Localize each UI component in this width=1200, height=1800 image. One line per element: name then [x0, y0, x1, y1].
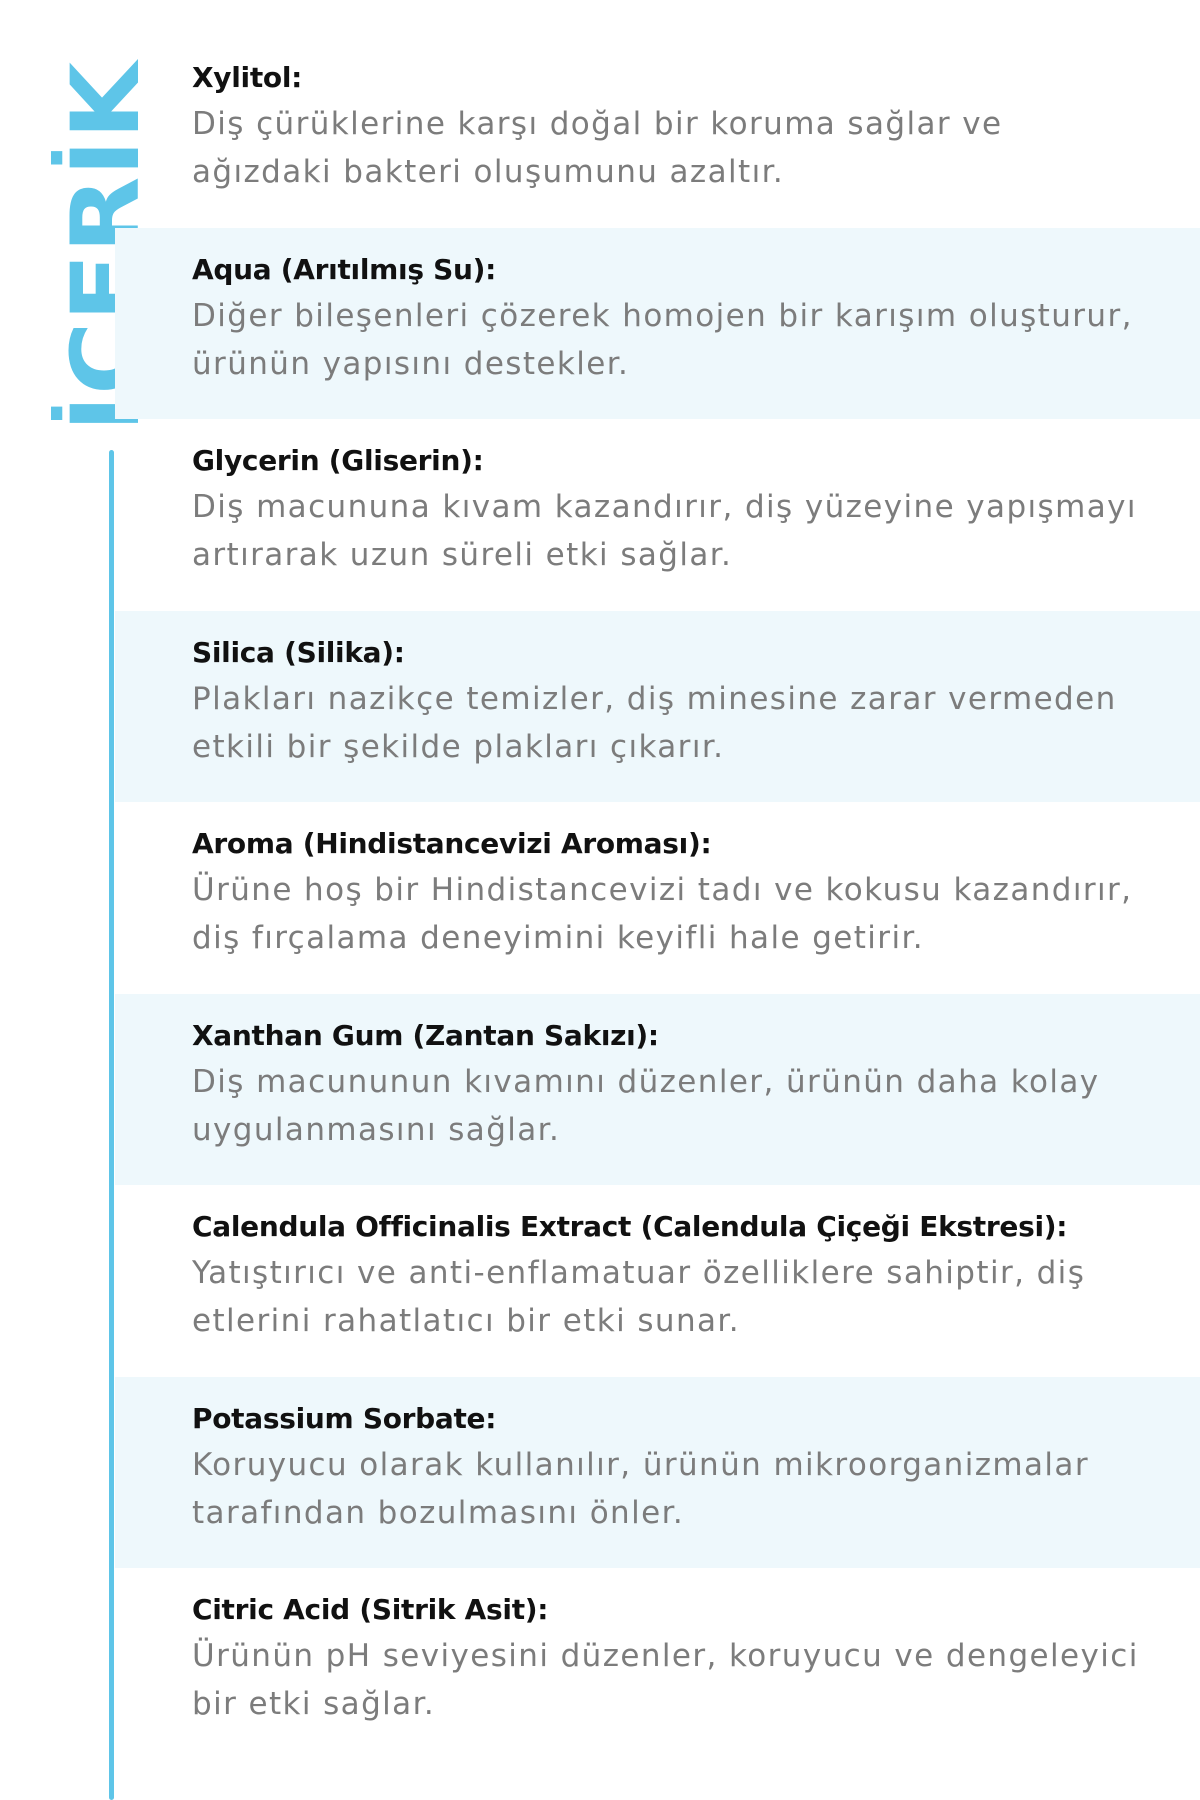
ingredient-description: Plakları nazikçe temizler, diş minesine zarar vermeden etkili bir şekilde plakları çıkarır. — [192, 680, 1117, 765]
ingredient-title: Silica (Silika): — [192, 635, 405, 669]
ingredient-description: Diş macununun kıvamını düzenler, ürünün daha kolay uygulanmasını sağlar. — [192, 1063, 1100, 1148]
ingredient-row — [115, 1377, 1200, 1569]
ingredient-row — [115, 36, 1200, 228]
ingredient-description: Diğer bileşenleri çözerek homojen bir karışım oluşturur, ürünün yapısını destekler. — [192, 297, 1133, 382]
ingredient-list — [115, 36, 1200, 1760]
ingredient-title: Glycerin (Gliserin): — [192, 444, 484, 477]
ingredient-description: Koruyucu olarak kullanılır, ürünün mikroorganizmalar tarafından bozulmasını önler. — [192, 1446, 1089, 1531]
vertical-heading-text: İÇERİK — [52, 83, 161, 432]
ingredient-title: Potassium Sorbate: — [192, 1401, 497, 1435]
ingredient-row — [115, 611, 1200, 803]
ingredient-description: Ürünün pH seviyesini düzenler, koruyucu ve dengeleyici bir etki sağlar. — [192, 1638, 1139, 1722]
ingredient-description: Yatıştırıcı ve anti-enflamatuar özelliklere sahiptir, diş etlerini rahatlatıcı bir etki sunar. — [192, 1255, 1086, 1339]
ingredient-row — [115, 994, 1200, 1186]
ingredient-row — [115, 228, 1200, 420]
ingredient-row — [115, 1568, 1200, 1760]
timeline-line — [109, 450, 114, 1800]
ingredient-title: Aroma (Hindistancevizi Aroması): — [192, 827, 712, 860]
ingredient-row — [115, 419, 1200, 611]
ingredient-row — [115, 802, 1200, 994]
ingredient-row — [115, 1185, 1200, 1377]
ingredient-description: Diş çürüklerine karşı doğal bir koruma sağlar ve ağızdaki bakteri oluşumunu azaltır. — [192, 106, 1003, 190]
ingredient-title: Xanthan Gum (Zantan Sakızı): — [192, 1018, 659, 1052]
ingredient-description: Diş macununa kıvam kazandırır, diş yüzeyine yapışmayı artırarak uzun süreli etki sağlar. — [192, 489, 1137, 573]
ingredient-title: Aqua (Arıtılmış Su): — [192, 252, 497, 286]
ingredient-description: Ürüne hoş bir Hindistancevizi tadı ve kokusu kazandırır, diş fırçalama deneyimini keyifli hale getirir. — [192, 872, 1133, 956]
ingredient-title: Xylitol: — [192, 61, 303, 94]
ingredient-title: Citric Acid (Sitrik Asit): — [192, 1593, 549, 1626]
ingredient-title: Calendula Officinalis Extract (Calendula Çiçeği Ekstresi): — [192, 1210, 1068, 1243]
